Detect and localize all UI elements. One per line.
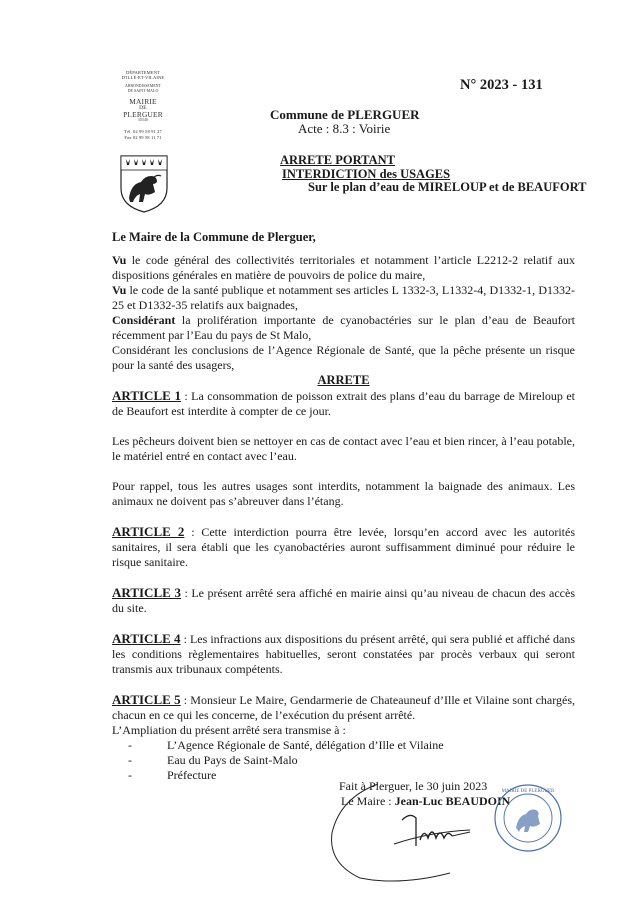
article-text: : La consommation de poisson extrait des plans d’eau du barrage de Mireloup et de Beaufort est interdite à compter de ce jour.	[112, 389, 575, 418]
decree-title-line2: INTERDICTION des USAGES	[282, 166, 451, 181]
letterhead-department: DÉPARTEMENT D'ILLE-ET-VILAINE	[121, 70, 165, 81]
considerant-2: Considérant les conclusions de l’Agence Régionale de Santé, que la pêche présente un risque pour la santé des usagers,	[112, 343, 575, 372]
article-3	[112, 585, 575, 616]
acte-reference: Acte : 8.3 : Voirie	[298, 121, 391, 136]
visa-sante	[112, 283, 575, 313]
article-label: ARTICLE 1	[112, 388, 181, 403]
decree-title-line3: Sur le plan d’eau de MIRELOUP et de BEAUFORT	[308, 180, 587, 194]
coat-of-arms-icon	[119, 154, 169, 214]
decree-body	[112, 253, 575, 783]
article-text: : Les infractions aux dispositions du présent arrêté, qui sera publié et affiché dans les conditions règlementaires habituelles, seront constatées par procès verbaux qui seront transmis aux tribunaux compétents.	[112, 632, 575, 676]
article-label: ARTICLE 5	[112, 692, 181, 707]
place-and-date: Fait à Plerguer, le 30 juin 2023	[339, 779, 488, 793]
article-5	[112, 692, 575, 723]
decree-title-line1: ARRETE PORTANT	[280, 153, 395, 167]
article-1-paragraph-3: Pour rappel, tous les autres usages sont interdits, notamment la baignade des animaux. Les animaux ne doivent pas s’abreuver dans l’étang.	[112, 479, 575, 508]
list-item: - Préfecture	[128, 768, 217, 782]
article-1	[112, 388, 575, 419]
article-label: ARTICLE 4	[112, 631, 181, 646]
considerant-1	[112, 313, 575, 343]
visa-cgct	[112, 253, 575, 283]
article-text: : Monsieur Le Maire, Gendarmerie de Chateauneuf d’Ille et Vilaine sont chargés, chacun en ce qui les concerne, de l’exécution du présent arrêté.	[112, 693, 575, 722]
letterhead-fax: Fax 02 99 58 11 71	[124, 134, 162, 140]
article-4	[112, 631, 575, 677]
visa-text: le code de la santé publique et notamment ses articles L 1332-3, L1332-4, D1332-1, D1332-25 et D1332-35 relatifs aux baignades,	[112, 283, 575, 312]
handwritten-signature-icon	[320, 778, 520, 888]
official-stamp-icon	[492, 782, 564, 854]
letterhead-tel: Tél. 02 99 58 91 27	[124, 129, 162, 135]
list-item-text: L’Agence Régionale de Santé, délégation d’Ille et Vilaine	[167, 738, 444, 752]
distribution-list	[112, 738, 575, 783]
mayor-intro: Le Maire de la Commune de Plerguer,	[112, 230, 316, 244]
article-label: ARTICLE 3	[112, 585, 182, 600]
letterhead	[112, 70, 174, 140]
considerant-keyword: Considérant	[112, 313, 176, 327]
ampliation-line: L’Ampliation du présent arrêté sera transmise à :	[112, 723, 346, 737]
article-text: : Le présent arrêté sera affiché en mairie ainsi qu’au niveau de chacun des accès du site.	[112, 586, 576, 615]
decree-title	[278, 154, 587, 195]
article-text: : Cette interdiction pourra être levée, lorsqu’en accord avec les autorités sanitaires, il sera établi que les cyanobactéries auront suffisamment diminué pour réduire le risque sanitaire.	[112, 525, 575, 569]
mayor-prefix: Le Maire :	[341, 794, 395, 808]
list-item: - L’Agence Régionale de Santé, délégation d’Ille et Vilaine	[128, 738, 444, 752]
letterhead-mairie: MAIRIE	[129, 96, 157, 106]
arrete-heading: ARRETE	[317, 373, 370, 387]
mayor-name: Jean-Luc BEAUDOIN	[394, 794, 511, 808]
visa-keyword: Vu	[112, 253, 127, 267]
act-number: N° 2023 - 131	[460, 77, 543, 93]
letterhead-postcode: 35540	[138, 118, 148, 123]
article-1-paragraph-2: Les pêcheurs doivent bien se nettoyer en cas de contact avec l’eau et bien rincer, à l’eau potable, le matériel entré en contact avec l’eau.	[112, 434, 575, 463]
document-heading	[270, 108, 420, 136]
commune-name: Commune de PLERGUER	[270, 107, 420, 122]
article-2	[112, 524, 575, 570]
article-label: ARTICLE 2	[112, 524, 185, 539]
svg-text:MAIRIE DE PLERGUER: MAIRIE DE PLERGUER	[501, 789, 555, 794]
considerant-text: la prolifération importante de cyanobactéries sur le plan d’eau de Beaufort récemment par l’Eau du pays de St Malo,	[112, 313, 575, 342]
list-item: - Eau du Pays de Saint-Malo	[128, 753, 298, 767]
letterhead-arrondissement: ARRONDISSEMENT DE SAINT-MALO	[125, 83, 161, 93]
list-item-text: Eau du Pays de Saint-Malo	[167, 753, 298, 767]
list-item-text: Préfecture	[167, 768, 217, 782]
letterhead-town: PLERGUER	[123, 110, 163, 120]
visa-text: le code général des collectivités territoriales et notamment l’article L2212-2 relatif aux dispositions générales en matière de pouvoirs de police du maire,	[112, 253, 575, 282]
letterhead-de: DE	[139, 105, 147, 112]
visa-keyword: Vu	[112, 283, 127, 297]
